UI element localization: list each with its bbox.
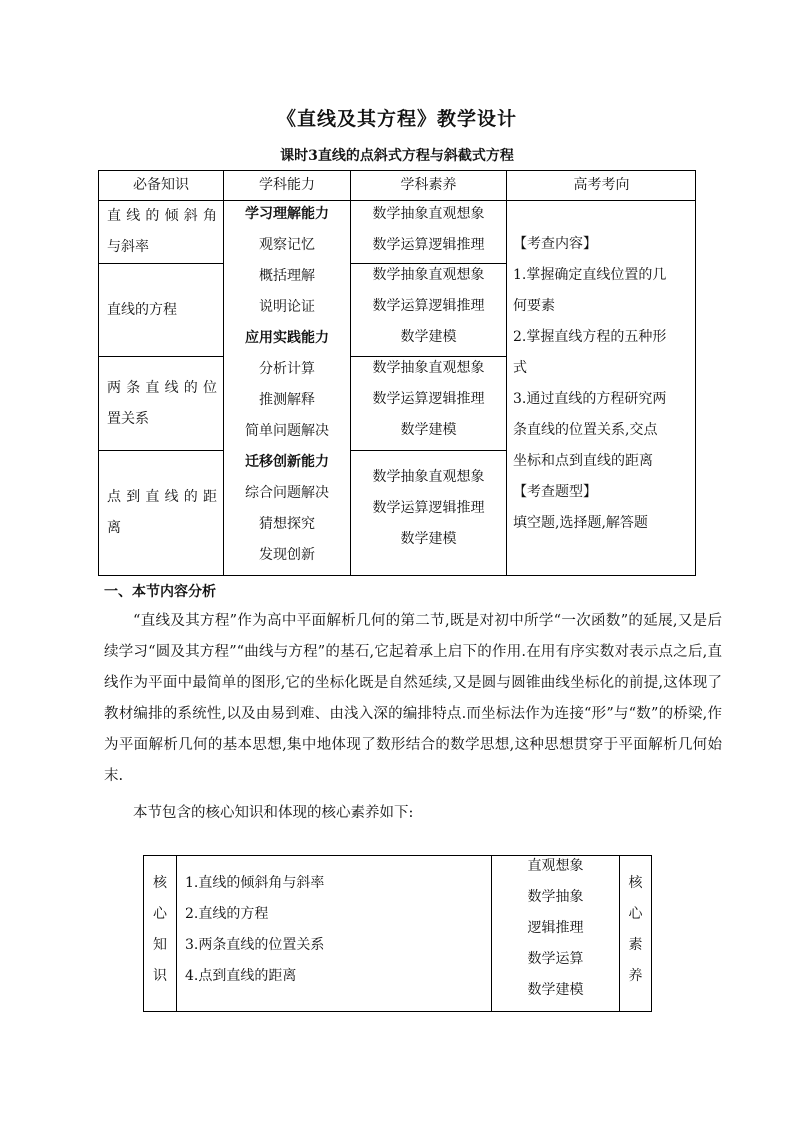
curriculum-table <box>98 170 696 576</box>
literacy-cell <box>351 199 506 261</box>
ability-list <box>224 199 350 571</box>
knowledge-line: 直线的倾斜角 <box>107 208 217 224</box>
knowledge-cell <box>107 264 217 356</box>
label-char: 心 <box>628 906 643 922</box>
header-knowledge: 必备知识 <box>133 177 189 193</box>
core-literacy-label <box>620 868 651 992</box>
label-char: 核 <box>153 875 167 891</box>
knowledge-item: 2.直线的方程 <box>185 906 269 922</box>
label-char: 心 <box>153 906 167 922</box>
literacy-line: 数学抽象直观想象 <box>372 206 485 222</box>
knowledge-cell <box>107 357 217 450</box>
label-char: 识 <box>153 968 167 984</box>
col-divider <box>176 856 177 1011</box>
ability-item: 简单问题解决 <box>245 423 329 439</box>
ability-category: 迁移创新能力 <box>245 454 329 470</box>
literacy-line: 数学运算逻辑推理 <box>372 500 485 516</box>
intro-text: 本节包含的核心知识和体现的核心素养如下: <box>133 805 414 821</box>
exam-line: 填空题,选择题,解答题 <box>513 515 648 531</box>
knowledge-line: 与斜率 <box>107 239 149 255</box>
row-divider <box>350 450 506 451</box>
knowledge-line: 置关系 <box>107 410 149 427</box>
knowledge-line: 直线的方程 <box>107 301 177 318</box>
label-char: 素 <box>628 937 643 953</box>
knowledge-item: 1.直线的倾斜角与斜率 <box>185 875 325 891</box>
literacy-line: 数学建模 <box>400 329 457 345</box>
ability-item: 发现创新 <box>259 547 315 563</box>
exam-line: 【考查内容】 <box>513 236 597 252</box>
exam-line: 1.掌握确定直线位置的几 <box>513 267 667 283</box>
ability-category: 学习理解能力 <box>245 206 329 222</box>
literacy-item: 数学运算 <box>527 951 584 967</box>
literacy-line: 数学建模 <box>400 531 457 547</box>
exam-line: 条直线的位置关系,交点 <box>513 422 658 438</box>
literacy-line: 数学抽象直观想象 <box>372 469 485 485</box>
label-char: 核 <box>628 875 643 891</box>
ability-item: 观察记忆 <box>259 237 315 253</box>
label-char: 养 <box>628 968 643 984</box>
literacy-item: 数学抽象 <box>527 889 584 905</box>
ability-item: 分析计算 <box>259 361 315 377</box>
core-knowledge-list <box>185 868 485 992</box>
header-exam: 高考考向 <box>573 177 630 193</box>
ability-item: 综合问题解决 <box>245 485 329 501</box>
literacy-line: 数学运算逻辑推理 <box>372 391 485 407</box>
literacy-cell <box>351 462 506 555</box>
exam-line: 坐标和点到直线的距离 <box>513 453 653 469</box>
literacy-line: 数学建模 <box>400 422 457 438</box>
knowledge-cell <box>107 451 217 575</box>
exam-line: 何要素 <box>513 298 555 314</box>
ability-item: 概括理解 <box>259 268 315 284</box>
section-heading: 一、本节内容分析 <box>104 584 216 600</box>
literacy-cell <box>351 260 506 353</box>
core-knowledge-label <box>144 868 176 992</box>
header-literacy: 学科素养 <box>400 177 457 193</box>
core-summary-table <box>143 855 652 1012</box>
knowledge-item: 4.点到直线的距离 <box>185 968 297 984</box>
literacy-line: 数学抽象直观想象 <box>372 360 485 376</box>
knowledge-line: 两条直线的位 <box>107 379 217 396</box>
literacy-item: 逻辑推理 <box>527 920 584 936</box>
literacy-line: 数学抽象直观想象 <box>372 267 485 283</box>
literacy-line: 数学运算逻辑推理 <box>372 298 485 314</box>
literacy-cell <box>351 353 506 446</box>
knowledge-item: 3.两条直线的位置关系 <box>185 937 325 953</box>
label-char: 知 <box>153 937 167 953</box>
exam-line: 【考查题型】 <box>513 484 597 500</box>
knowledge-cell <box>107 201 217 263</box>
exam-line: 2.掌握直线方程的五种形 <box>513 329 667 345</box>
ability-item: 说明论证 <box>259 299 315 315</box>
ability-category: 应用实践能力 <box>245 330 329 346</box>
knowledge-line: 离 <box>107 520 121 536</box>
analysis-text: “直线及其方程”作为高中平面解析几何的第二节,既是对初中所学“一次函数”的延展,又是后续学习“圆及其方程”“曲线与方程”的基石,它起着承上启下的作用.在用有序实数对表示点之后,直线作为平面中最简单的图形,它的坐标化既是自然延续,又是圆与圆锥曲线坐标化的前提,这体现了教材编排的系统性,以及由易到难、由浅入深的编排特点.而坐标法作为连接“形”与“数”的桥梁,作为平面解析几何的基本思想,集中地体现了数形结合的数学思想,这种思想贯穿于平面解析几何始末. <box>104 613 722 784</box>
literacy-item: 直观想象 <box>527 858 584 874</box>
intro-paragraph <box>104 798 722 829</box>
core-literacy-list <box>492 851 619 1006</box>
literacy-line: 数学运算逻辑推理 <box>372 237 485 253</box>
page-title: 《直线及其方程》教学设计 <box>276 108 517 130</box>
ability-item: 推测解释 <box>259 392 315 408</box>
exam-cell <box>513 229 693 539</box>
header-ability: 学科能力 <box>259 177 315 193</box>
exam-line: 式 <box>513 360 527 376</box>
exam-line: 3.通过直线的方程研究两 <box>513 391 667 407</box>
page-subtitle: 课时3直线的点斜式方程与斜截式方程 <box>280 148 514 164</box>
col-divider <box>506 171 507 575</box>
knowledge-line: 点到直线的距 <box>107 489 217 505</box>
ability-item: 猜想探究 <box>259 516 315 532</box>
analysis-paragraph <box>104 606 722 792</box>
literacy-item: 数学建模 <box>527 982 584 998</box>
